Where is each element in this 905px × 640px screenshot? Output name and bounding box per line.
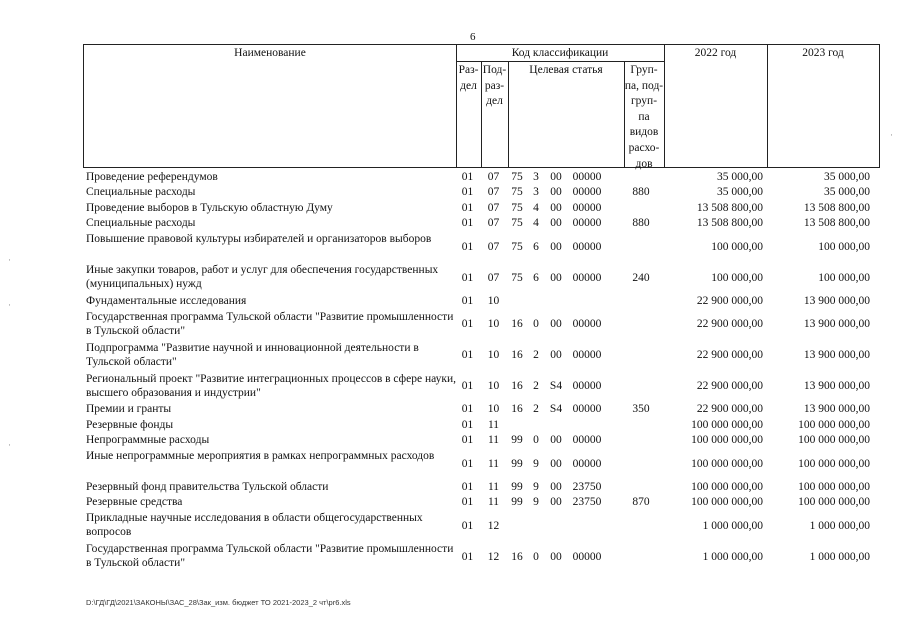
row-amount-2022: 1 000 000,00	[702, 550, 763, 563]
row-target-article-direction: 23750	[572, 496, 602, 509]
row-expense-group: 240	[632, 271, 650, 284]
row-subsection: 11	[487, 457, 500, 470]
row-amount-2022: 22 900 000,00	[696, 294, 763, 307]
row-section: 01	[461, 418, 474, 431]
row-name: Прикладные научные исследования в области общегосударственных вопросов	[86, 512, 423, 538]
row-name: Резервные средства	[86, 496, 183, 508]
table-row	[86, 185, 880, 201]
row-name: Иные непрограммные мероприятия в рамках непрограммных расходов	[86, 450, 435, 462]
row-subsection: 07	[487, 240, 500, 253]
row-subsection: 10	[487, 294, 500, 307]
header-divider	[664, 45, 665, 167]
row-subsection: 07	[487, 186, 500, 199]
table-row	[86, 262, 880, 293]
header-year-2023: 2023 год	[802, 47, 844, 59]
row-target-article-program: 75	[511, 170, 523, 183]
table-row	[86, 340, 880, 371]
row-amount-2023: 35 000,00	[824, 170, 870, 183]
row-target-article-subprogram: 6	[533, 271, 539, 284]
row-target-article-direction: 00000	[572, 271, 602, 284]
row-section: 01	[461, 480, 474, 493]
row-target-article-event: 00	[550, 318, 562, 330]
row-section: 01	[461, 403, 474, 416]
row-section: 01	[461, 294, 474, 307]
row-target-article-direction: 00000	[572, 170, 602, 183]
row-expense-group: 880	[632, 186, 650, 199]
row-amount-2022: 22 900 000,00	[696, 380, 763, 392]
header-divider	[456, 61, 664, 62]
table-row	[86, 200, 880, 216]
row-target-article-subprogram: 9	[533, 496, 539, 509]
row-subsection: 12	[487, 550, 500, 563]
row-target-article-subprogram: 3	[533, 170, 539, 183]
row-target-article-subprogram: 0	[533, 434, 539, 447]
row-target-article-program: 99	[511, 457, 523, 470]
row-target-article-subprogram: 4	[533, 201, 539, 214]
row-target-article-subprogram: 2	[533, 349, 539, 361]
row-amount-2022: 13 508 800,00	[696, 217, 763, 230]
row-target-article-program: 99	[511, 496, 523, 509]
row-amount-2022: 100 000 000,00	[691, 457, 763, 470]
row-subsection: 07	[487, 201, 500, 214]
row-target-article-direction: 00000	[572, 217, 602, 230]
row-target-article-event: 00	[550, 170, 562, 183]
row-target-article-subprogram: 9	[533, 480, 539, 493]
row-target-article-subprogram: 2	[533, 403, 539, 416]
row-section: 01	[461, 217, 474, 230]
row-subsection: 11	[487, 418, 500, 431]
row-subsection: 07	[487, 217, 500, 230]
row-amount-2023: 13 508 800,00	[803, 201, 870, 214]
margin-mark: ·	[8, 255, 11, 265]
margin-mark: ·	[8, 300, 11, 310]
row-target-article-subprogram: 3	[533, 186, 539, 199]
row-target-article-event: 00	[550, 217, 562, 230]
row-target-article-event: 00	[550, 496, 562, 509]
row-name: Региональный проект "Развитие интеграционных процессов в сфере науки, высшего образования и индустрии"	[86, 372, 457, 399]
row-target-article-event: 00	[550, 271, 562, 284]
table-row	[86, 371, 880, 402]
table-header	[83, 44, 880, 168]
table-row	[86, 216, 880, 232]
row-name: Резервные фонды	[86, 418, 174, 431]
row-target-article-program: 16	[511, 403, 523, 416]
row-target-article-event: S4	[549, 403, 563, 416]
row-target-article-event: 00	[550, 349, 562, 361]
header-expense-group: Груп- па, под- груп- па видов расхо- дов	[624, 64, 664, 170]
row-amount-2022: 100 000 000,00	[691, 418, 763, 431]
row-section: 01	[461, 380, 474, 392]
row-amount-2023: 100 000 000,00	[798, 496, 870, 509]
row-section: 01	[461, 434, 474, 447]
row-name: Подпрограмма "Развитие научной и инновационной деятельности в Тульской области"	[86, 341, 419, 368]
row-amount-2023: 100 000,00	[818, 240, 870, 253]
row-amount-2022: 100 000,00	[711, 240, 763, 253]
row-amount-2023: 100 000 000,00	[798, 457, 870, 470]
row-target-article-direction: 00000	[572, 434, 602, 447]
row-subsection: 10	[487, 380, 500, 392]
row-target-article-event: 00	[550, 434, 562, 447]
row-target-article-subprogram: 0	[533, 318, 539, 330]
row-target-article-event: S4	[549, 380, 563, 392]
row-section: 01	[461, 240, 474, 253]
row-subsection: 11	[487, 434, 500, 447]
row-amount-2023: 1 000 000,00	[809, 519, 870, 532]
row-section: 01	[461, 349, 474, 361]
row-target-article-event: 00	[550, 240, 562, 253]
row-amount-2023: 100 000,00	[818, 271, 870, 284]
row-amount-2022: 22 900 000,00	[696, 349, 763, 361]
table-row	[86, 231, 880, 262]
row-target-article-event: 00	[550, 457, 562, 470]
page-number: 6	[470, 31, 476, 43]
row-name: Государственная программа Тульской области "Развитие промышленности в Тульской области"	[86, 543, 454, 569]
row-amount-2023: 1 000 000,00	[809, 550, 870, 563]
table-row	[86, 433, 880, 449]
row-target-article-direction: 00000	[572, 201, 602, 214]
row-section: 01	[461, 519, 474, 532]
row-amount-2022: 22 900 000,00	[696, 403, 763, 416]
header-subsection: Под- раз- дел	[482, 64, 507, 108]
row-target-article-direction: 00000	[572, 550, 602, 563]
table-row	[86, 495, 880, 511]
file-path-footer: D:\ГД\ГД\2021\ЗАКОНЫ\ЗАС_28\Зак_изм. бюджет ТО 2021-2023_2 чт\pr6.xls	[86, 598, 351, 607]
row-section: 01	[461, 318, 474, 330]
row-amount-2022: 13 508 800,00	[696, 201, 763, 214]
row-target-article-event: 00	[550, 550, 562, 563]
row-subsection: 10	[487, 403, 500, 416]
row-target-article-program: 99	[511, 434, 523, 447]
row-subsection: 11	[487, 496, 500, 509]
row-target-article-program: 75	[511, 271, 523, 284]
row-target-article-program: 75	[511, 217, 523, 230]
row-target-article-direction: 00000	[572, 318, 602, 330]
row-target-article-program: 75	[511, 201, 523, 214]
row-target-article-direction: 00000	[572, 380, 602, 392]
header-section: Раз- дел	[458, 64, 479, 92]
row-section: 01	[461, 496, 474, 509]
table-row	[86, 402, 880, 418]
row-amount-2023: 13 900 000,00	[803, 318, 870, 330]
row-target-article-program: 75	[511, 240, 523, 253]
table-row	[86, 169, 880, 185]
row-name: Премии и гранты	[86, 403, 172, 415]
row-target-article-subprogram: 0	[533, 550, 539, 563]
row-target-article-program: 75	[511, 186, 523, 199]
row-amount-2023: 13 900 000,00	[803, 403, 870, 416]
row-amount-2022: 22 900 000,00	[696, 318, 763, 330]
header-year-2022: 2022 год	[694, 47, 737, 59]
row-amount-2023: 13 508 800,00	[803, 217, 870, 230]
row-name: Иные закупки товаров, работ и услуг для обеспечения государственных (муниципальных) нужд	[86, 264, 439, 290]
row-name: Специальные расходы	[86, 186, 196, 198]
table-body	[86, 169, 880, 572]
row-name: Непрограммные расходы	[86, 434, 210, 446]
row-expense-group: 880	[632, 217, 650, 230]
table-row	[86, 448, 880, 479]
row-amount-2023: 100 000 000,00	[798, 434, 870, 447]
row-target-article-direction: 00000	[572, 349, 602, 361]
row-subsection: 10	[487, 349, 500, 361]
row-target-article-event: 00	[550, 480, 562, 493]
row-target-article-event: 00	[550, 201, 562, 214]
row-section: 01	[461, 550, 474, 563]
row-name: Проведение референдумов	[86, 170, 218, 183]
row-target-article-direction: 00000	[572, 240, 602, 253]
row-target-article-program: 99	[511, 480, 523, 493]
row-amount-2022: 35 000,00	[717, 170, 763, 183]
row-amount-2022: 100 000 000,00	[691, 480, 763, 493]
row-amount-2023: 100 000 000,00	[798, 418, 870, 431]
table-row	[86, 479, 880, 495]
row-target-article-direction: 00000	[572, 457, 602, 470]
row-target-article-direction: 23750	[572, 480, 602, 493]
table-row	[86, 541, 880, 572]
row-amount-2023: 13 900 000,00	[803, 349, 870, 361]
row-subsection: 12	[487, 519, 500, 532]
row-name: Государственная программа Тульской области "Развитие промышленности в Тульской области"	[86, 310, 454, 337]
margin-mark: ·	[890, 130, 893, 140]
row-expense-group: 870	[632, 496, 650, 509]
row-amount-2023: 13 900 000,00	[803, 294, 870, 307]
row-target-article-subprogram: 4	[533, 217, 539, 230]
header-target-article: Целевая статья	[529, 64, 603, 76]
row-amount-2022: 100 000 000,00	[691, 496, 763, 509]
row-target-article-program: 16	[511, 318, 523, 330]
row-amount-2022: 1 000 000,00	[702, 519, 763, 532]
header-name: Наименование	[234, 47, 306, 59]
row-target-article-subprogram: 6	[533, 240, 539, 253]
row-target-article-subprogram: 2	[533, 380, 539, 392]
row-subsection: 10	[487, 318, 500, 330]
row-subsection: 11	[487, 480, 500, 493]
table-row	[86, 417, 880, 433]
row-name: Проведение выборов в Тульскую областную Думу	[86, 201, 333, 214]
row-name: Специальные расходы	[86, 217, 196, 229]
row-name: Повышение правовой культуры избирателей и организаторов выборов	[86, 233, 432, 245]
row-section: 01	[461, 457, 474, 470]
header-code-group: Код классификации	[511, 47, 609, 59]
row-subsection: 07	[487, 170, 500, 183]
row-amount-2023: 35 000,00	[824, 186, 870, 199]
row-expense-group: 350	[632, 403, 650, 416]
header-divider	[767, 45, 768, 167]
row-section: 01	[461, 186, 474, 199]
row-amount-2023: 100 000 000,00	[798, 480, 870, 493]
row-section: 01	[461, 201, 474, 214]
table-row	[86, 293, 880, 309]
row-amount-2022: 100 000,00	[711, 271, 763, 284]
margin-mark: ·	[8, 440, 11, 450]
row-target-article-program: 16	[511, 349, 523, 361]
row-target-article-subprogram: 9	[533, 457, 539, 470]
row-subsection: 07	[487, 271, 500, 284]
row-target-article-program: 16	[511, 380, 523, 392]
row-target-article-direction: 00000	[572, 186, 602, 199]
row-target-article-program: 16	[511, 550, 523, 563]
table-row	[86, 510, 880, 541]
table-row	[86, 309, 880, 340]
row-name: Резервный фонд правительства Тульской области	[86, 480, 329, 493]
row-name: Фундаментальные исследования	[86, 294, 247, 307]
row-amount-2022: 100 000 000,00	[691, 434, 763, 447]
row-target-article-direction: 00000	[572, 403, 602, 416]
row-section: 01	[461, 271, 474, 284]
row-target-article-event: 00	[550, 186, 562, 199]
row-section: 01	[461, 170, 474, 183]
row-amount-2022: 35 000,00	[717, 186, 763, 199]
row-amount-2023: 13 900 000,00	[803, 380, 870, 392]
